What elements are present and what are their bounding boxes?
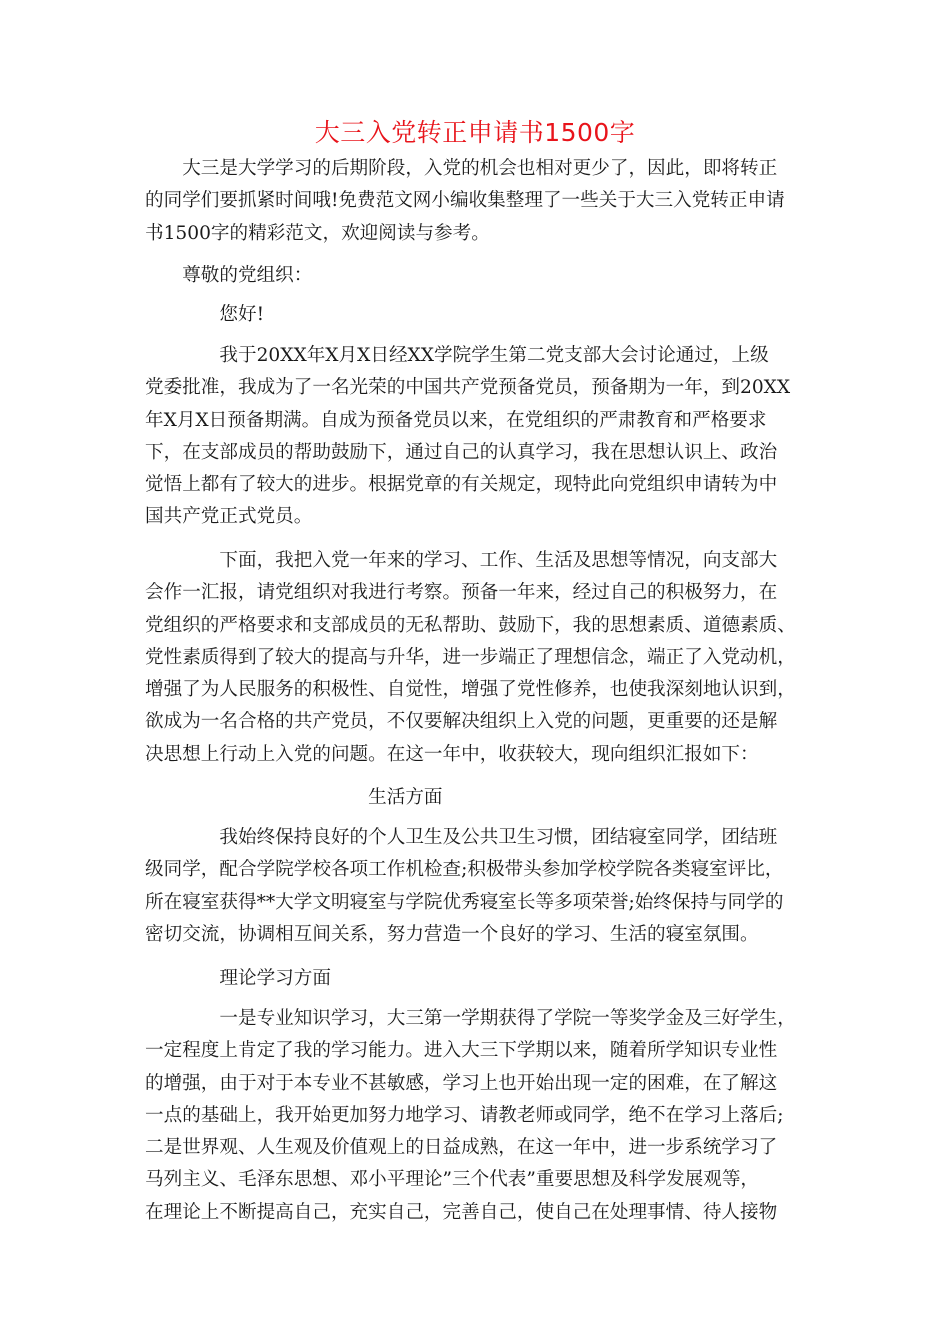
text-line: 欲成为一名合格的共产党员，不仅要解决组织上入党的问题，更重要的还是解 bbox=[145, 711, 778, 733]
text-line: 一点的基础上，我开始更加努力地学习、请教老师或同学，绝不在学习上落后; bbox=[145, 1104, 784, 1126]
paragraph-report bbox=[145, 545, 811, 771]
document-title: 大三入党转正申请书1500字 bbox=[314, 118, 636, 147]
text-line: 的同学们要抓紧时间哦!免费范文网小编收集整理了一些关于大三入党转正申请 bbox=[145, 190, 785, 212]
text-line: 增强了为人民服务的积极性、自觉性，增强了党性修养，也使我深刻地认识到， bbox=[145, 679, 796, 701]
text-line: 一是专业知识学习，大三第一学期获得了学院一等奖学金及三好学生， bbox=[145, 1008, 796, 1029]
greeting bbox=[145, 299, 811, 331]
text-line: 您好! bbox=[145, 304, 265, 325]
text-line: 级同学，配合学院学校各项工作机检查;积极带头参加学校学院各类寝室评比， bbox=[145, 859, 784, 881]
text-line: 年X月X日预备期满。自成为预备党员以来，在党组织的严肃教育和严格要求 bbox=[145, 409, 767, 431]
text-line: 一定程度上肯定了我的学习能力。进入大三下学期以来，随着所学知识专业性 bbox=[145, 1040, 778, 1062]
paragraph-life bbox=[145, 822, 811, 951]
text-line: 的增强，由于对于本专业不甚敏感，学习上也开始出现一定的困难，在了解这 bbox=[145, 1072, 778, 1094]
text-line: 下面，我把入党一年来的学习、工作、生活及思想等情况，向支部大 bbox=[145, 550, 778, 571]
paragraph-application bbox=[145, 340, 811, 534]
text-line: 下，在支部成员的帮助鼓励下，通过自己的认真学习，我在思想认识上、政治 bbox=[145, 441, 778, 463]
text-line: 国共产党正式党员。 bbox=[145, 506, 313, 528]
text-line: 会作一汇报，请党组织对我进行考察。预备一年来，经过自己的积极努力，在 bbox=[145, 582, 778, 604]
section-heading-theory bbox=[145, 963, 811, 995]
text-line: 尊敬的党组织： bbox=[145, 265, 313, 286]
paragraph-theory bbox=[145, 1003, 811, 1229]
text-line: 马列主义、毛泽东思想、邓小平理论”三个代表”重要思想及科学发展观等， bbox=[145, 1169, 760, 1191]
text-line: 理论学习方面 bbox=[145, 968, 331, 989]
text-line: 我于20XX年X月X日经XX学院学生第二党支部大会讨论通过，上级 bbox=[145, 345, 769, 366]
text-line: 在理论上不断提高自己，充实自己，完善自己，使自己在处理事情、待人接物 bbox=[145, 1201, 778, 1223]
text-line: 决思想上行动上入党的问题。在这一年中，收获较大，现向组织汇报如下： bbox=[145, 743, 759, 765]
text-line: 密切交流，协调相互间关系，努力营造一个良好的学习、生活的寝室氛围。 bbox=[145, 923, 759, 945]
text-line: 书1500字的精彩范文，欢迎阅读与参考。 bbox=[145, 222, 490, 244]
text-line: 觉悟上都有了较大的进步。根据党章的有关规定，现特此向党组织申请转为中 bbox=[145, 474, 778, 496]
text-line: 大三是大学学习的后期阶段，入党的机会也相对更少了，因此，即将转正 bbox=[145, 158, 778, 179]
text-line: 所在寝室获得**大学文明寝室与学院优秀寝室长等多项荣誉;始终保持与同学的 bbox=[145, 891, 784, 913]
text-line: 我始终保持良好的个人卫生及公共卫生习惯，团结寝室同学，团结班 bbox=[145, 827, 778, 848]
intro-paragraph bbox=[145, 153, 811, 250]
text-line: 生活方面 bbox=[145, 787, 443, 808]
text-line: 党性素质得到了较大的提高与升华，进一步端正了理想信念，端正了入党动机， bbox=[145, 646, 796, 668]
section-heading-life bbox=[145, 782, 811, 814]
text-line: 二是世界观、人生观及价值观上的日益成熟，在这一年中，进一步系统学习了 bbox=[145, 1137, 778, 1159]
text-line: 党委批准，我成为了一名光荣的中国共产党预备党员，预备期为一年，到20XX bbox=[145, 377, 791, 399]
text-line: 党组织的严格要求和支部成员的无私帮助、鼓励下，我的思想素质、道德素质、 bbox=[145, 614, 796, 636]
salutation bbox=[145, 260, 811, 292]
